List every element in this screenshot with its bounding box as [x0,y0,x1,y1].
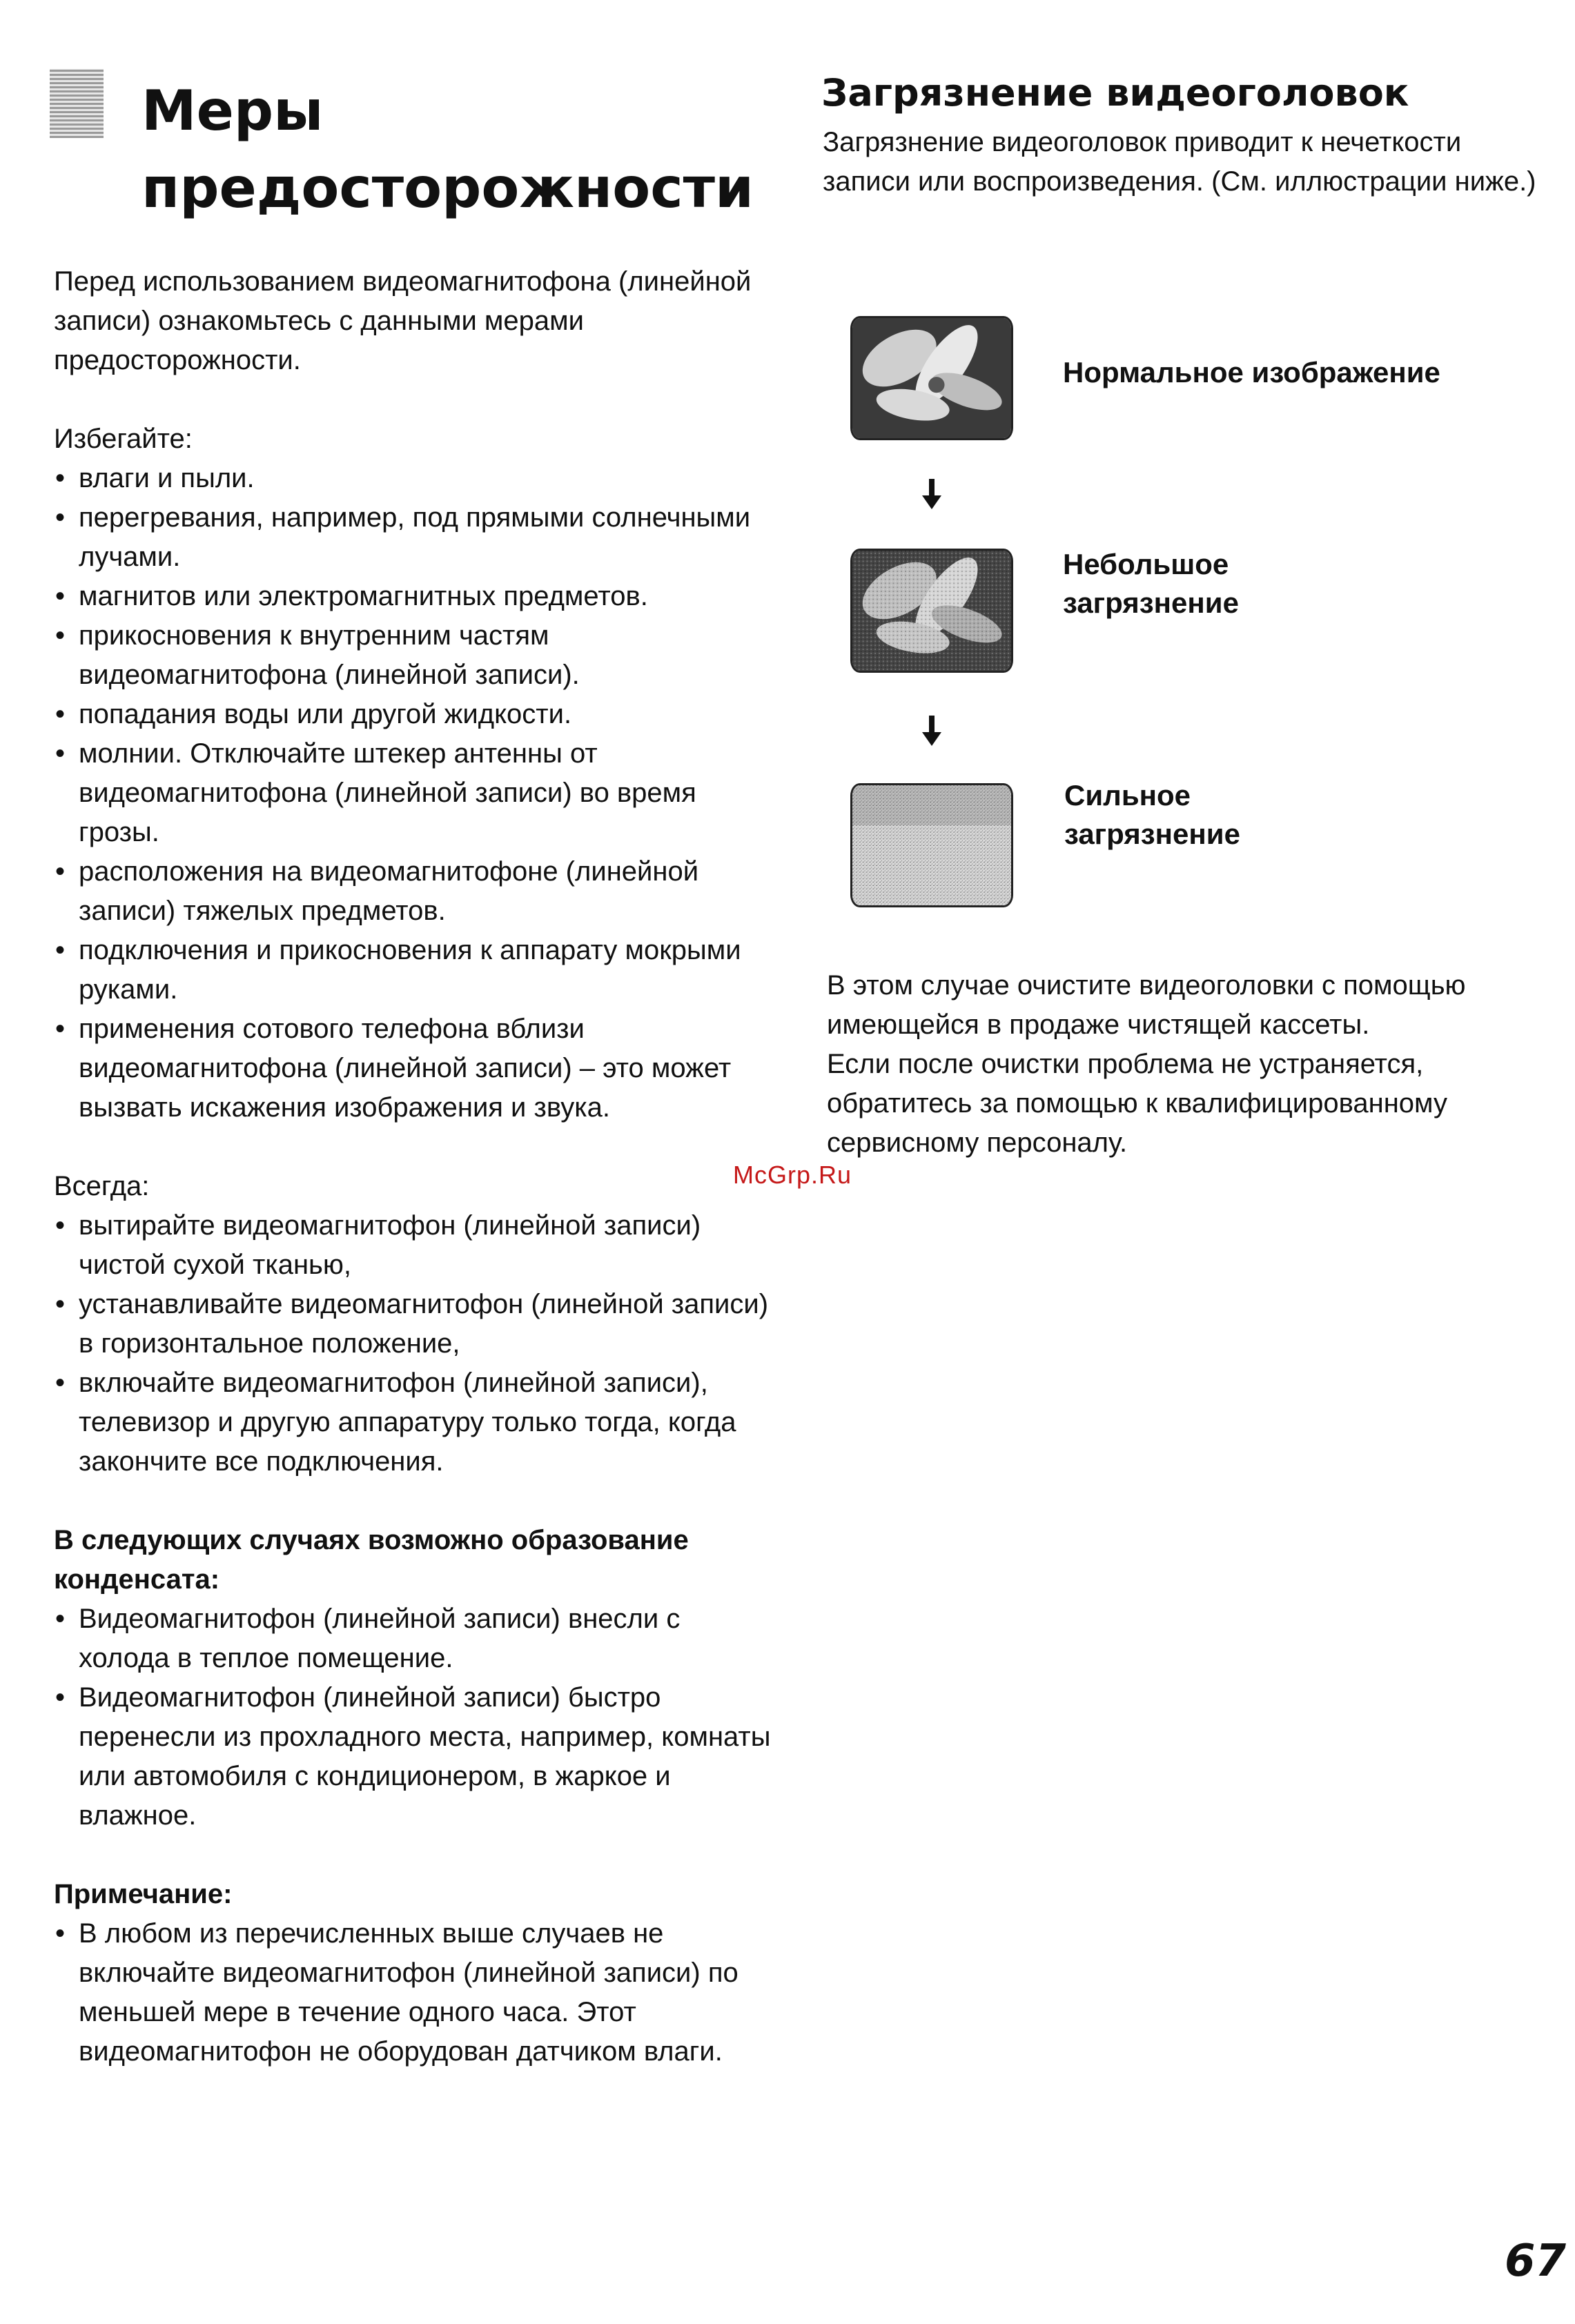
state-label-heavy [1064,776,1506,854]
state-label-heavy-line2: загрязнение [1064,818,1240,850]
state-label-slight [1063,545,1505,622]
tv-screen-heavy-noise-icon [850,783,1013,907]
always-heading: Всегда: [54,1171,150,1201]
always-list [54,1206,772,1481]
page-title-line2: предосторожности [141,156,754,220]
intro-paragraph: Перед использованием видеомагнитофона (линейной записи) ознакомьтесь с данными мерами предосторожности. [54,266,752,375]
list-item: • вытирайте видеомагнитофон (линейной записи) чистой сухой тканью, [54,1206,772,1285]
state-label-heavy-line1: Сильное [1064,779,1191,811]
solution-paragraph-2: Если после очистки проблема не устраняется, обратитесь за помощью к квалифицированному сервисному персоналу. [827,1049,1447,1158]
down-arrow-icon [918,714,946,747]
page-number: 67 [1505,2236,1567,2287]
note-list [54,1914,772,2071]
list-item: • подключения и прикосновения к аппарату мокрыми руками. [54,931,772,1010]
list-item: • расположения на видеомагнитофоне (линейной записи) тяжелых предметов. [54,852,772,931]
page-title-line1: Меры [141,79,324,143]
avoid-heading: Избегайте: [54,424,193,454]
list-item: • попадания воды или другой жидкости. [54,695,772,734]
state-label-slight-line2: загрязнение [1063,587,1239,619]
note-heading: Примечание: [54,1879,233,1909]
state-label-normal: Нормальное изображение [1063,356,1440,388]
list-item: • устанавливайте видеомагнитофон (линейной записи) в горизонтальное положение, [54,1285,772,1363]
down-arrow-icon [918,477,946,511]
list-item: • Видеомагнитофон (линейной записи) внесли с холода в теплое помещение. [54,1599,772,1678]
section-intro: Загрязнение видеоголовок приводит к нечеткости записи или воспроизведения. (См. иллюстрации ниже.) [823,127,1536,197]
condensation-heading: В следующих случаях возможно образование конденсата: [54,1525,689,1595]
list-item: • применения сотового телефона вблизи видеомагнитофона (линейной записи) – это может вызвать искажения изображения и звука. [54,1010,772,1127]
list-item: • Видеомагнитофон (линейной записи) быстро перенесли из прохладного места, например, комнаты или автомобиля с кондиционером, в жаркое и влажное. [54,1678,772,1835]
left-column [54,262,772,2071]
condensation-list [54,1599,772,1835]
solution-text [827,966,1552,1163]
list-item: • влаги и пыли. [54,459,772,498]
tv-screen-clear-icon [850,316,1013,440]
watermark: McGrp.Ru [733,1161,852,1189]
list-item: • магнитов или электромагнитных предметов. [54,577,772,616]
state-label-slight-line1: Небольшое [1063,548,1229,580]
list-item: • молнии. Отключайте штекер антенны от видеомагнитофона (линейной записи) во время грозы. [54,734,772,852]
list-item: • прикосновения к внутренним частям видеомагнитофона (линейной записи). [54,616,772,695]
list-item: • включайте видеомагнитофон (линейной записи), телевизор и другую аппаратуру только тогда, когда закончите все подключения. [54,1363,772,1481]
tv-screen-slightly-noisy-icon [850,549,1013,673]
list-item: • В любом из перечисленных выше случаев не включайте видеомагнитофон (линейной записи) по меньшей мере в течение одного часа. Этот видеомагнитофон не оборудован датчиком влаги. [54,1914,772,2071]
list-item: • перегревания, например, под прямыми солнечными лучами. [54,498,772,577]
title-marker-decoration [50,69,104,138]
page-title [141,72,763,227]
avoid-list [54,459,772,1127]
solution-paragraph-1: В этом случае очистите видеоголовки с помощью имеющейся в продаже чистящей кассеты. [827,970,1466,1040]
section-title: Загрязнение видеоголовок [821,71,1409,115]
